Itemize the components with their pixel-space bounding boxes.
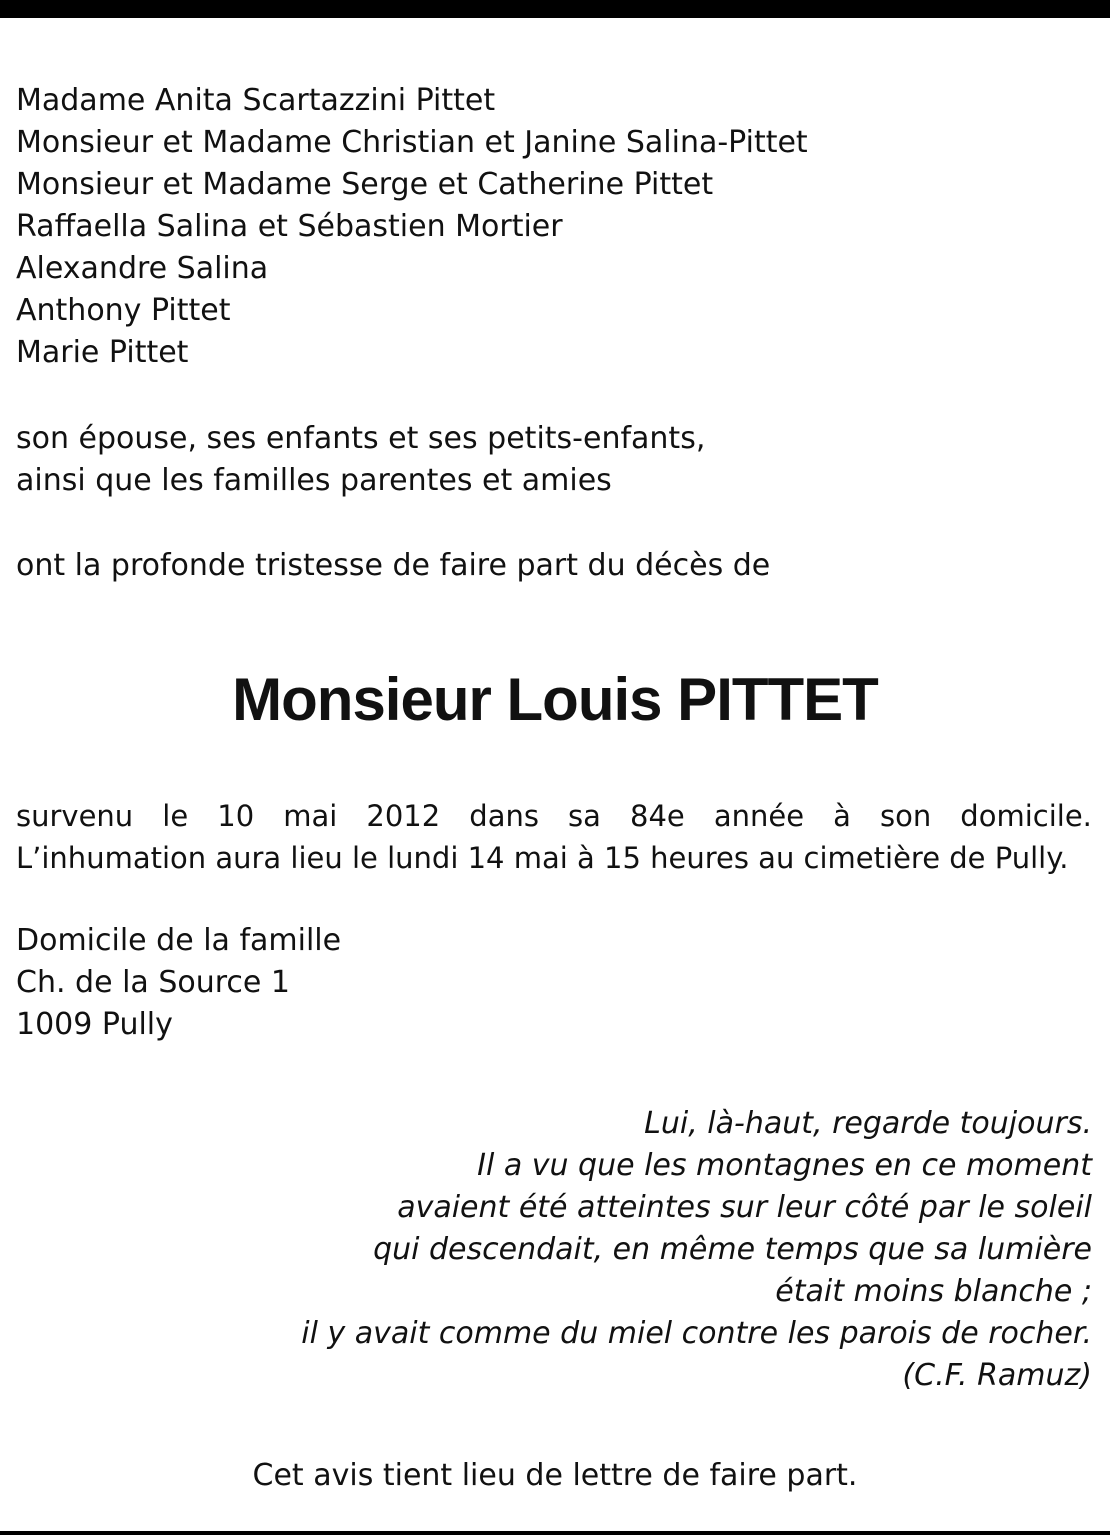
burial-info-line: L’inhumation aura lieu le lundi 14 mai à 15 heures au cimetière de Pully. <box>16 841 1069 875</box>
announcement-line: ont la profonde tristesse de faire part du décès de <box>16 548 771 583</box>
details-word: 84e <box>630 799 685 833</box>
footer-notice: Cet avis tient lieu de lettre de faire part. <box>252 1458 858 1493</box>
quote-line: qui descendait, en même temps que sa lumière <box>373 1232 1092 1267</box>
mourners-list <box>16 80 1092 374</box>
death-details <box>16 795 1092 879</box>
details-word: dans <box>469 799 539 833</box>
details-word: année <box>713 799 805 833</box>
details-word: domicile. <box>960 799 1092 833</box>
details-word: son <box>879 799 932 833</box>
details-word: 2012 <box>366 799 441 833</box>
details-word: mai <box>283 799 338 833</box>
relation-line: son épouse, ses enfants et ses petits-enfants, <box>16 421 706 456</box>
details-line-justified <box>16 795 1092 837</box>
deceased-name: Monsieur Louis PITTET <box>232 666 878 733</box>
address-line: Ch. de la Source 1 <box>16 965 290 1000</box>
announcement-text <box>16 545 1092 587</box>
quote-line: avaient été atteintes sur leur côté par le soleil <box>397 1190 1092 1225</box>
details-word: survenu <box>16 799 134 833</box>
quote-line: il y avait comme du miel contre les parois de rocher. <box>301 1316 1092 1351</box>
details-word: à <box>833 799 851 833</box>
address-line: Domicile de la famille <box>16 923 342 958</box>
details-word: le <box>162 799 189 833</box>
mourner-line: Madame Anita Scartazzini Pittet <box>16 83 496 118</box>
details-word: sa <box>568 799 601 833</box>
quote-attribution: (C.F. Ramuz) <box>902 1358 1092 1393</box>
ramuz-quote <box>16 1103 1092 1397</box>
mourner-line: Monsieur et Madame Serge et Catherine Pittet <box>16 167 714 202</box>
quote-line: Il a vu que les montagnes en ce moment <box>477 1148 1092 1183</box>
quote-line: Lui, là-haut, regarde toujours. <box>644 1106 1092 1141</box>
relation-line: ainsi que les familles parentes et amies <box>16 463 612 498</box>
address-line: 1009 Pully <box>16 1007 173 1042</box>
quote-line: était moins blanche ; <box>775 1274 1092 1309</box>
relation-text <box>16 418 1092 502</box>
mourner-line: Alexandre Salina <box>16 251 269 286</box>
mourner-line: Anthony Pittet <box>16 293 231 328</box>
bottom-border-rule <box>0 1531 1110 1535</box>
mourner-line: Raffaella Salina et Sébastien Mortier <box>16 209 563 244</box>
top-border-rule <box>0 0 1110 18</box>
mourner-line: Monsieur et Madame Christian et Janine Salina-Pittet <box>16 125 808 160</box>
family-address <box>16 920 1092 1046</box>
mourner-line: Marie Pittet <box>16 335 189 370</box>
details-word: 10 <box>217 799 255 833</box>
